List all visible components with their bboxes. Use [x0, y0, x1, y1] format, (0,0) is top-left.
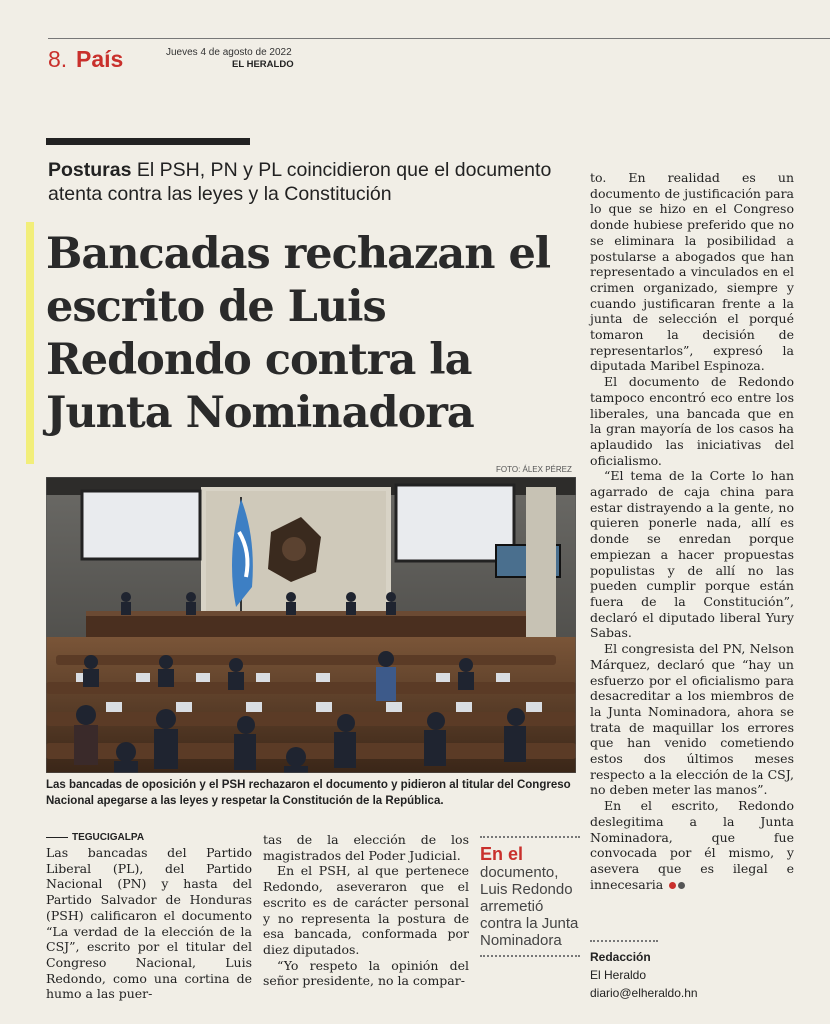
pull-quote-text: documento, Luis Redondo arremetió contra la Junta Nominadora: [480, 864, 579, 949]
final-paragraph-text: En el escrito, Redondo deslegitima a la Junta Nominadora, que fue convocada por él mismo, y asevera que es ilegal e innecesaria: [590, 798, 794, 892]
author-email: diario@elheraldo.hn: [590, 986, 698, 1000]
paragraph: tas de la elección de los magistrados del Poder Judicial.: [263, 832, 469, 863]
dateline-text: TEGUCIGALPA: [72, 832, 145, 843]
kicker-label: Posturas: [48, 159, 132, 181]
paragraph: Las bancadas del Partido Liberal (PL), del Partido Nacional (PN) y hasta del Partido Salvador de Honduras (PSH) calificaron el documento “La verdad de la elección de la CSJ”, escrito por el titular del Congreso Nacional, Luis Redondo, como una cortina de humo a las puer-: [46, 845, 252, 1002]
article-column-2: [263, 832, 469, 989]
kicker-rule: [46, 138, 250, 145]
author-block: [590, 940, 730, 1002]
pull-quote: [480, 836, 580, 957]
pull-quote-highlight: En el: [480, 844, 524, 864]
congress-photo: [46, 477, 576, 773]
paragraph: “Yo respeto la opinión del señor presidente, no la compar-: [263, 957, 469, 989]
paragraph: El documento de Redondo tampoco encontró eco entre los liberales, una bancada que en la gran mayoría de los casos ha aplaudido las iniciativas del oficialismo.: [590, 374, 794, 468]
kicker: [48, 158, 563, 206]
highlighter-mark: [26, 222, 34, 464]
paragraph: to. En realidad es un documento de justificación para lo que se hizo en el Congreso donde hubiese preferido que no se eliminara la posibilidad a postularse a abogados que han representado a vinculados en el crimen organizado, siempre y cuando justificaran frente a la junta de selección el porqué tomaron la decisión de representarlos”, expresó la diputada Maribel Espinoza.: [590, 170, 794, 374]
author-label: Redacción: [590, 950, 651, 964]
end-mark-icon: [669, 882, 676, 889]
issue-date: Jueves 4 de agosto de 2022: [166, 47, 292, 58]
pull-quote-rule-bottom: [480, 955, 580, 957]
paragraph-final: [590, 798, 794, 892]
header-rule: [48, 38, 830, 39]
kicker-text: El PSH, PN y PL coincidieron que el documento atenta contra las leyes y la Constitución: [48, 159, 552, 205]
end-mark-icon: [678, 882, 685, 889]
page-number: 8.: [48, 46, 68, 72]
paragraph: En el PSH, al que pertenece Redondo, aseveraron que el escrito es de carácter personal y no representa la postura de esa bancada, conformada por diez diputados.: [263, 863, 469, 957]
headline: Bancadas rechazan el escrito de Luis Redondo contra la Junta Nominadora: [46, 229, 551, 438]
author-rule: [590, 940, 658, 942]
photo-credit: FOTO: ÁLEX PÉREZ: [496, 465, 572, 474]
paragraph: “El tema de la Corte lo han agarrado de caja china para estar distrayendo a la gente, no quieren ponerle nada, allí es donde se enredan porque empiezan a hacer propuestas populistas y de allí no las pueden cumplir porque están fuera de la Constitución”, declaró el diputado liberal Yury Sabas.: [590, 468, 794, 641]
dateline-rule: [46, 837, 68, 838]
dateline: [46, 832, 144, 843]
pull-quote-rule-top: [480, 836, 580, 838]
newspaper-name: EL HERALDO: [232, 59, 294, 70]
article-column-3: [590, 170, 794, 892]
section-title: País: [76, 46, 124, 72]
photo-caption: Las bancadas de oposición y el PSH rechazaron el documento y pidieron al titular del Congreso Nacional apegarse a las leyes y respetar la Constitución de la República.: [46, 779, 571, 807]
author-outlet: El Heraldo: [590, 968, 647, 982]
article-column-1: [46, 845, 252, 1002]
paragraph: El congresista del PN, Nelson Márquez, declaró que “hay un esfuerzo por el oficialismo para desacreditar a los miembros de la Junta Nominadora, ahora se trata de maquillar los errores que han venido cometiendo estos dos últimos meses respecto a la elección de la CSJ, no deben meter las manos”.: [590, 641, 794, 798]
